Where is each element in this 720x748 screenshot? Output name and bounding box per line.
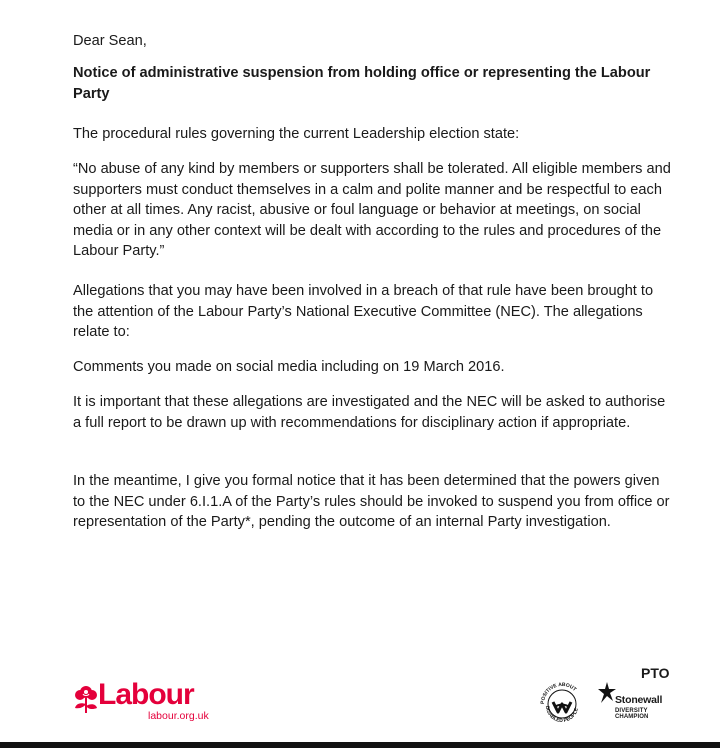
stonewall-name: Stonewall	[615, 694, 663, 706]
investigation-paragraph: It is important that these allegations are investigated and the NEC will be asked to authorise a full report to be drawn up with recommendations for disciplinary action if appropriate.	[73, 394, 666, 431]
allegations-paragraph: Allegations that you may have been involved in a breach of that rule have been brought to the attention of the Labour Party’s National Executive Committee (NEC). The allegations relate to:	[73, 283, 654, 340]
stonewall-star-icon	[598, 682, 616, 704]
rose-icon	[72, 682, 100, 714]
letter-heading: Notice of administrative suspension from holding office or representing the Labour Party	[73, 65, 651, 102]
svg-text:DISABLED PEOPLE: DISABLED PEOPLE	[543, 705, 580, 725]
salutation: Dear Sean,	[73, 33, 147, 49]
pto-label: PTO	[641, 665, 670, 681]
stonewall-subtitle: DIVERSITY CHAMPION	[615, 708, 649, 720]
footer-divider	[0, 742, 720, 748]
disability-badge-icon	[538, 680, 586, 726]
intro-paragraph: The procedural rules governing the current Leadership election state:	[73, 126, 520, 142]
logo-wordmark: Labour	[98, 678, 194, 711]
suspension-paragraph: In the meantime, I give you formal notice that it has been determined that the powers given to the NEC under 6.I.1.A of the Party’s rules should be invoked to suspend you from office or representation of the Party*, pending the outcome of an internal Party investigation.	[73, 473, 670, 530]
stonewall-badge	[598, 682, 678, 718]
rule-quote: “No abuse of any kind by members or supporters shall be tolerated. All eligible members and supporters must conduct themselves in a calm and polite manner and be respectful to each other at all times. Any racist, abusive or foul language or behavior at meetings, on social media or in any other context will be dealt with according to the rules and procedures of the Labour Party.”	[73, 161, 671, 259]
labour-logo	[72, 680, 222, 724]
svg-text:POSITIVE ABOUT: POSITIVE ABOUT	[539, 681, 578, 705]
comments-paragraph: Comments you made on social media including on 19 March 2016.	[73, 359, 505, 375]
logo-url: labour.org.uk	[148, 710, 209, 722]
